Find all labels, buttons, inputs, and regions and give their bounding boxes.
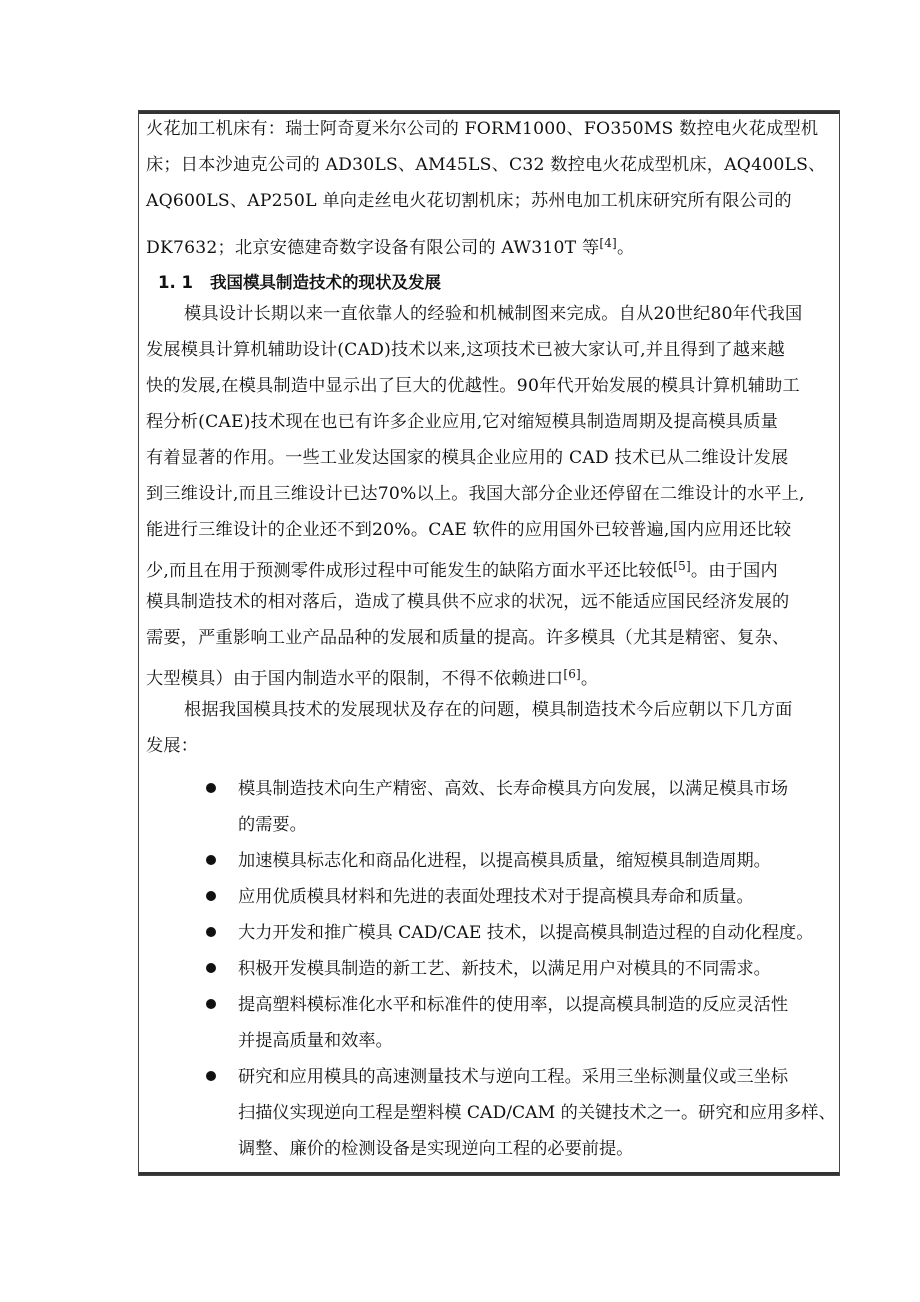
section-title: 我国模具制造技术的现状及发展 [210, 273, 441, 292]
list-item-line: 并提高质量和效率。 [238, 1031, 393, 1051]
list-item [146, 987, 834, 1059]
list-item-line: 积极开发模具制造的新工艺、新技术，以满足用户对模具的不同需求。 [238, 959, 771, 979]
para1-line-5: 有着显著的作用。一些工业发达国家的模具企业应用的 CAD 技术已从二维设计发展 [146, 448, 789, 468]
para1-line-8-text: 少,而且在用于预测零件成形过程中可能发生的缺陷方面水平还比较低 [146, 561, 674, 581]
bullet-dot-icon [206, 855, 216, 865]
intro-line-3: AQ600LS、AP250L 单向走丝电火花切割机床；苏州电加工机床研究所有限公司的 [146, 191, 792, 211]
list-item-line: 扫描仪实现逆向工程是塑料模 CAD/CAM 的关键技术之一。研究和应用多样、 [238, 1103, 836, 1123]
list-item-line: 调整、廉价的检测设备是实现逆向工程的必要前提。 [238, 1139, 634, 1159]
list-item [146, 771, 834, 843]
list-item [146, 843, 834, 879]
document-body [146, 114, 834, 1167]
list-item-line: 加速模具标志化和商品化进程，以提高模具质量，缩短模具制造周期。 [238, 851, 771, 871]
para1-line-9: 模具制造技术的相对落后，造成了模具供不应求的状况，远不能适应国民经济发展的 [146, 592, 790, 612]
bullet-dot-icon [206, 1071, 216, 1081]
bullet-dot-icon [206, 927, 216, 937]
para1-line-11 [146, 659, 834, 695]
list-item-line: 模具制造技术向生产精密、高效、长寿命模具方向发展，以满足模具市场 [238, 779, 789, 799]
list-item-line: 研究和应用模具的高速测量技术与逆向工程。采用三坐标测量仪或三坐标 [238, 1067, 789, 1087]
intro-line-4 [146, 222, 834, 265]
para2-line-2: 发展： [146, 736, 199, 756]
list-item [146, 951, 834, 987]
list-item-line: 应用优质模具材料和先进的表面处理技术对于提高模具寿命和质量。 [238, 887, 754, 907]
intro-line-4-end: 。 [616, 238, 635, 258]
bullet-dot-icon [206, 891, 216, 901]
para1-line-8-end: 。由于国内 [690, 561, 778, 581]
list-item [146, 879, 834, 915]
para1-line-11-text: 大型模具）由于国内制造水平的限制，不得不依赖进口 [146, 669, 564, 689]
list-item-line: 的需要。 [238, 815, 307, 835]
bullet-dot-icon [206, 999, 216, 1009]
para1-line-7: 能进行三维设计的企业还不到20%。CAE 软件的应用国外已较普遍,国内应用还比较 [146, 520, 792, 540]
citation-6: [6] [563, 667, 581, 681]
para2-line-1: 根据我国模具技术的发展现状及存在的问题，模具制造技术今后应朝以下几方面 [184, 700, 793, 720]
para1-line-11-end: 。 [580, 669, 599, 689]
para1-line-3: 快的发展,在模具制造中显示出了巨大的优越性。90年代开始发展的模具计算机辅助工 [146, 376, 800, 396]
bullet-list [146, 771, 834, 1167]
para1-line-2: 发展模具计算机辅助设计(CAD)技术以来,这项技术已被大家认可,并且得到了越来越 [146, 340, 785, 360]
intro-line-1: 火花加工机床有：瑞士阿奇夏米尔公司的 FORM1000、FO350MS 数控电火花成型机 [146, 119, 819, 139]
intro-line-4-text: DK7632；北京安德建奇数字设备有限公司的 AW310T 等 [146, 238, 600, 258]
list-item-line: 大力开发和推广模具 CAD/CAE 技术，以提高模具制造过程的自动化程度。 [238, 923, 814, 943]
citation-4: [4] [599, 236, 617, 250]
para1-line-10: 需要，严重影响工业产品品种的发展和质量的提高。许多模具（尤其是精密、复杂、 [146, 628, 790, 648]
para1-line-1: 模具设计长期以来一直依靠人的经验和机械制图来完成。自从20世纪80年代我国 [184, 304, 803, 324]
section-number: 1. 1 [158, 273, 193, 292]
bullet-dot-icon [206, 963, 216, 973]
para1-line-4: 程分析(CAE)技术现在也已有许多企业应用,它对缩短模具制造周期及提高模具质量 [146, 412, 778, 432]
list-item [146, 1059, 834, 1167]
intro-line-2: 床；日本沙迪克公司的 AD30LS、AM45LS、C32 数控电火花成型机床，AQ400LS、 [146, 155, 826, 175]
para1-line-8 [146, 551, 834, 587]
bullet-dot-icon [206, 783, 216, 793]
citation-5: [5] [673, 559, 691, 573]
list-item-line: 提高塑料模标准化水平和标准件的使用率，以提高模具制造的反应灵活性 [238, 995, 789, 1015]
para1-line-6: 到三维设计,而且三维设计已达70%以上。我国大部分企业还停留在二维设计的水平上, [146, 484, 805, 504]
list-item [146, 915, 834, 951]
section-heading [146, 267, 834, 299]
